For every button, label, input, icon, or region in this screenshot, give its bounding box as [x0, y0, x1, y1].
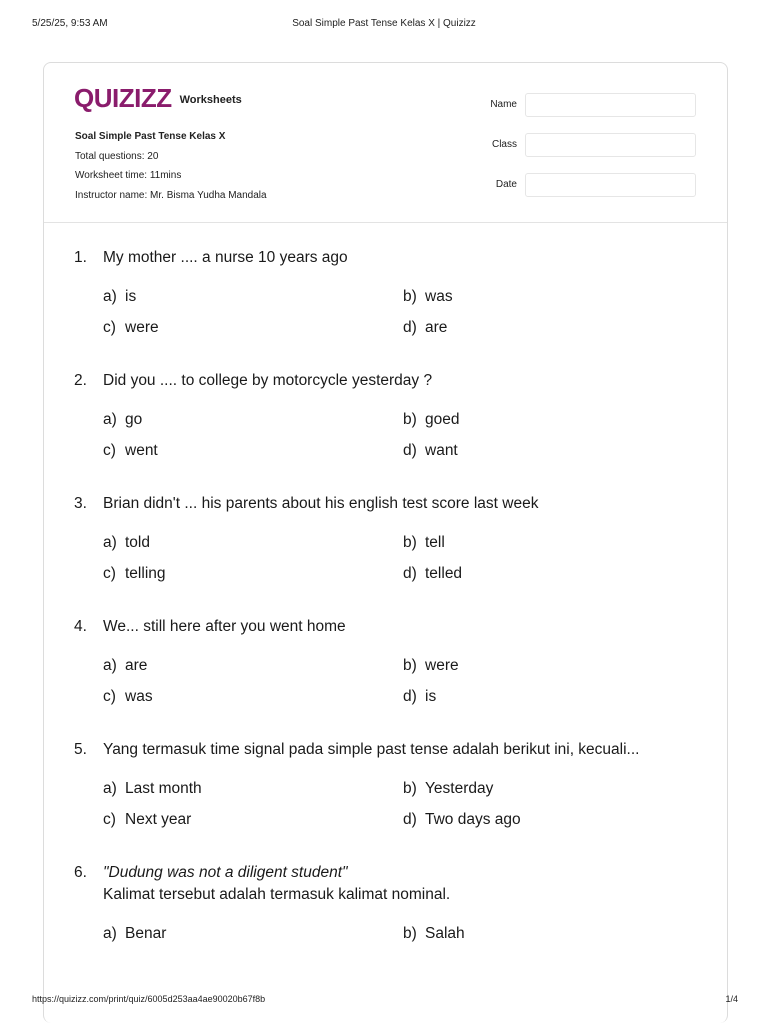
question [74, 739, 694, 831]
option-text: Yesterday [425, 780, 494, 797]
question-text: My mother .... a nurse 10 years ago [103, 249, 348, 266]
instructor-name: Instructor name: Mr. Bisma Yudha Mandala [75, 189, 267, 201]
class-label: Class [491, 139, 517, 150]
option-letter: a) [103, 534, 117, 551]
option-text: tell [425, 534, 445, 551]
option-text: went [125, 442, 158, 459]
date-field-row [484, 173, 699, 213]
option-letter: d) [403, 811, 417, 828]
option-text: are [125, 657, 148, 674]
question-text: Kalimat tersebut adalah termasuk kalimat nominal. [103, 886, 451, 903]
option-text: goed [425, 411, 460, 428]
answer-option[interactable] [403, 655, 703, 677]
print-datetime: 5/25/25, 9:53 AM [32, 18, 108, 29]
answer-option[interactable] [103, 686, 403, 708]
option-letter: c) [103, 811, 116, 828]
print-page-title: Soal Simple Past Tense Kelas X | Quizizz [292, 18, 476, 29]
option-letter: a) [103, 780, 117, 797]
print-header [0, 18, 768, 34]
option-letter: b) [403, 534, 417, 551]
option-letter: d) [403, 442, 417, 459]
question-number: 3. [74, 495, 87, 512]
option-letter: a) [103, 657, 117, 674]
option-letter: a) [103, 925, 117, 942]
print-url: https://quizizz.com/print/quiz/6005d253aa4ae90020b67f8b [32, 994, 266, 1004]
logo-wordmark: QUIZIZZ [74, 82, 172, 113]
question-text: Did you .... to college by motorcycle yesterday ? [103, 372, 433, 389]
option-letter: b) [403, 657, 417, 674]
answer-option[interactable] [403, 809, 703, 831]
option-text: was [125, 688, 153, 705]
option-letter: c) [103, 565, 116, 582]
answer-option[interactable] [103, 317, 403, 339]
answer-option[interactable] [403, 532, 703, 554]
quizizz-logo [74, 83, 242, 113]
option-text: were [125, 319, 159, 336]
option-text: is [425, 688, 437, 705]
option-text: Next year [125, 811, 192, 828]
question-text: Yang termasuk time signal pada simple past tense adalah berikut ini, kecuali... [103, 741, 640, 758]
option-text: Benar [125, 925, 167, 942]
answer-option[interactable] [403, 440, 703, 462]
answer-option[interactable] [103, 778, 403, 800]
question-quote: "Dudung was not a diligent student" [103, 864, 348, 881]
answer-option[interactable] [403, 317, 703, 339]
answer-option[interactable] [403, 563, 703, 585]
page-number: 1/4 [725, 994, 738, 1004]
worksheet-time: Worksheet time: 11mins [75, 170, 182, 181]
option-text: go [125, 411, 143, 428]
option-text: told [125, 534, 150, 551]
question [74, 493, 694, 585]
answer-option[interactable] [103, 440, 403, 462]
student-fields [484, 93, 699, 213]
date-field[interactable] [525, 173, 696, 197]
option-text: are [425, 319, 448, 336]
option-text: were [425, 657, 459, 674]
option-letter: d) [403, 565, 417, 582]
name-field-row [484, 93, 699, 133]
question-number: 2. [74, 372, 87, 389]
answer-option[interactable] [403, 778, 703, 800]
option-letter: d) [403, 319, 417, 336]
answer-option[interactable] [103, 809, 403, 831]
option-letter: c) [103, 688, 116, 705]
option-text: Last month [125, 780, 202, 797]
option-text: is [125, 288, 137, 305]
question-text: We... still here after you went home [103, 618, 346, 635]
answer-option[interactable] [103, 655, 403, 677]
option-letter: c) [103, 319, 116, 336]
answer-option[interactable] [103, 409, 403, 431]
print-footer [0, 994, 768, 1008]
option-letter: d) [403, 688, 417, 705]
class-field-row [484, 133, 699, 173]
option-letter: b) [403, 780, 417, 797]
question [74, 616, 694, 708]
worksheet-title: Soal Simple Past Tense Kelas X [75, 131, 226, 142]
question [74, 862, 694, 945]
answer-option[interactable] [403, 409, 703, 431]
question-number: 5. [74, 741, 87, 758]
name-label: Name [490, 99, 517, 110]
option-text: telled [425, 565, 463, 582]
class-field[interactable] [525, 133, 696, 157]
question-list [74, 247, 694, 976]
question [74, 370, 694, 462]
question-number: 1. [74, 249, 87, 266]
option-letter: a) [103, 411, 117, 428]
logo-subtitle: Worksheets [179, 94, 242, 106]
answer-option[interactable] [103, 532, 403, 554]
option-text: Salah [425, 925, 465, 942]
option-letter: a) [103, 288, 117, 305]
answer-option[interactable] [403, 286, 703, 308]
answer-option[interactable] [103, 286, 403, 308]
question-text: Brian didn't ... his parents about his english test score last week [103, 495, 539, 512]
answer-option[interactable] [103, 923, 403, 945]
total-questions: Total questions: 20 [75, 150, 159, 162]
option-text: Two days ago [425, 811, 521, 828]
answer-option[interactable] [103, 563, 403, 585]
option-text: was [425, 288, 453, 305]
worksheet-meta [75, 127, 267, 205]
option-letter: c) [103, 442, 116, 459]
question [74, 247, 694, 339]
option-letter: b) [403, 288, 417, 305]
worksheet-header [44, 63, 727, 223]
name-field[interactable] [525, 93, 696, 117]
option-letter: b) [403, 411, 417, 428]
answer-option[interactable] [403, 686, 703, 708]
question-number: 6. [74, 864, 87, 881]
question-number: 4. [74, 618, 87, 635]
option-text: want [425, 442, 458, 459]
option-text: telling [125, 565, 166, 582]
answer-option[interactable] [403, 923, 703, 945]
option-letter: b) [403, 925, 417, 942]
date-label: Date [495, 179, 517, 190]
